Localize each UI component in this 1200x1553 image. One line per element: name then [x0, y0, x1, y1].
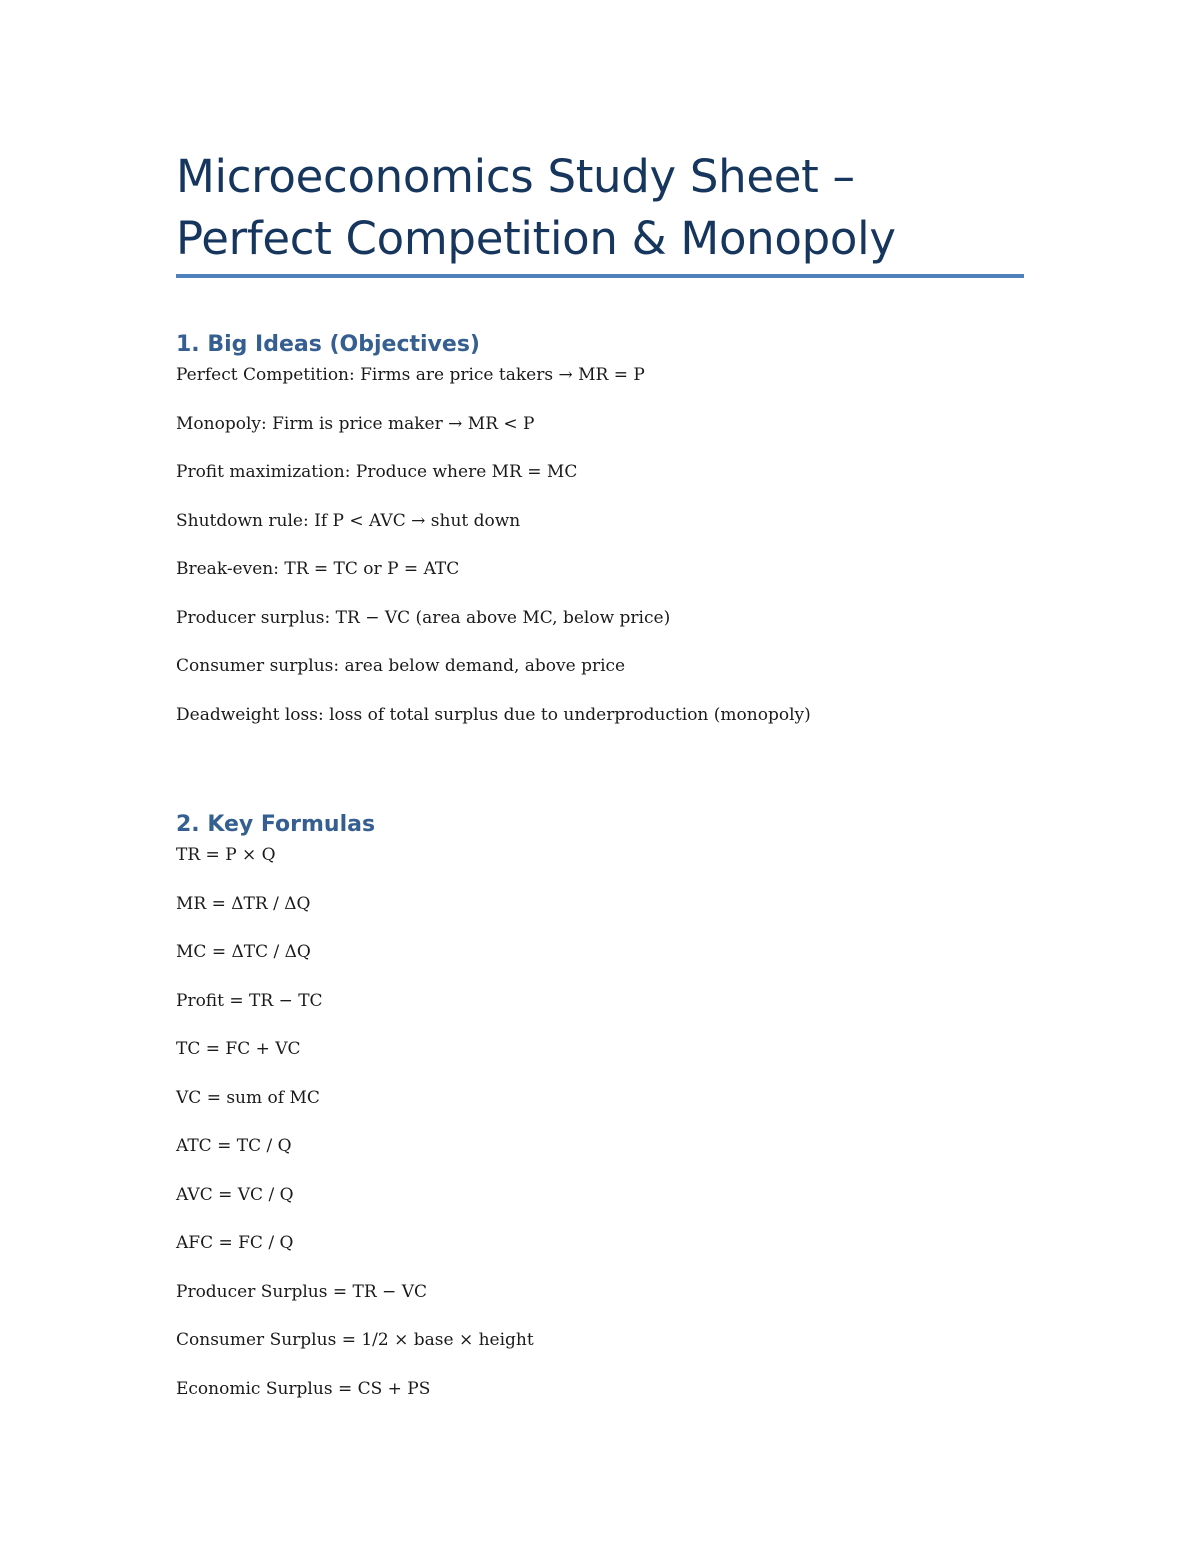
list-item: Monopoly: Firm is price maker → MR < P — [176, 413, 535, 434]
list-item: VC = sum of MC — [176, 1087, 320, 1108]
list-item: Perfect Competition: Firms are price takers → MR = P — [176, 365, 645, 385]
list-item: MC = ΔTC / ΔQ — [176, 942, 311, 962]
document-body — [176, 146, 1024, 1426]
list-item: Break-even: TR = TC or P = ATC — [176, 559, 460, 579]
list-item: Producer Surplus = TR − VC — [176, 1281, 427, 1302]
key-formulas-list — [176, 844, 1024, 1426]
list-item: Profit maximization: Produce where MR = MC — [176, 462, 578, 482]
list-item: Profit = TR − TC — [176, 990, 323, 1011]
list-item: Consumer surplus: area below demand, above price — [176, 656, 626, 676]
list-item: Consumer Surplus = 1/2 × base × height — [176, 1330, 534, 1350]
title-underline-rule — [176, 274, 1024, 278]
list-item: AFC = FC / Q — [176, 1233, 294, 1253]
section-heading-key-formulas: 2. Key Formulas — [176, 812, 376, 837]
list-item: Producer surplus: TR − VC (area above MC, below price) — [176, 607, 671, 628]
list-item: TR = P × Q — [176, 845, 276, 865]
big-ideas-list — [176, 364, 1024, 752]
list-item: Deadweight loss: loss of total surplus due to underproduction (monopoly) — [176, 704, 811, 725]
list-item: Economic Surplus = CS + PS — [176, 1378, 431, 1399]
list-item: TC = FC + VC — [176, 1039, 301, 1059]
list-item: Shutdown rule: If P < AVC → shut down — [176, 510, 521, 531]
document-title: Microeconomics Study Sheet – Perfect Competition & Monopoly — [176, 150, 896, 265]
list-item: MR = ΔTR / ΔQ — [176, 893, 311, 914]
list-item: AVC = VC / Q — [176, 1184, 294, 1205]
list-item: ATC = TC / Q — [176, 1136, 292, 1156]
section-heading-big-ideas: 1. Big Ideas (Objectives) — [176, 332, 480, 357]
